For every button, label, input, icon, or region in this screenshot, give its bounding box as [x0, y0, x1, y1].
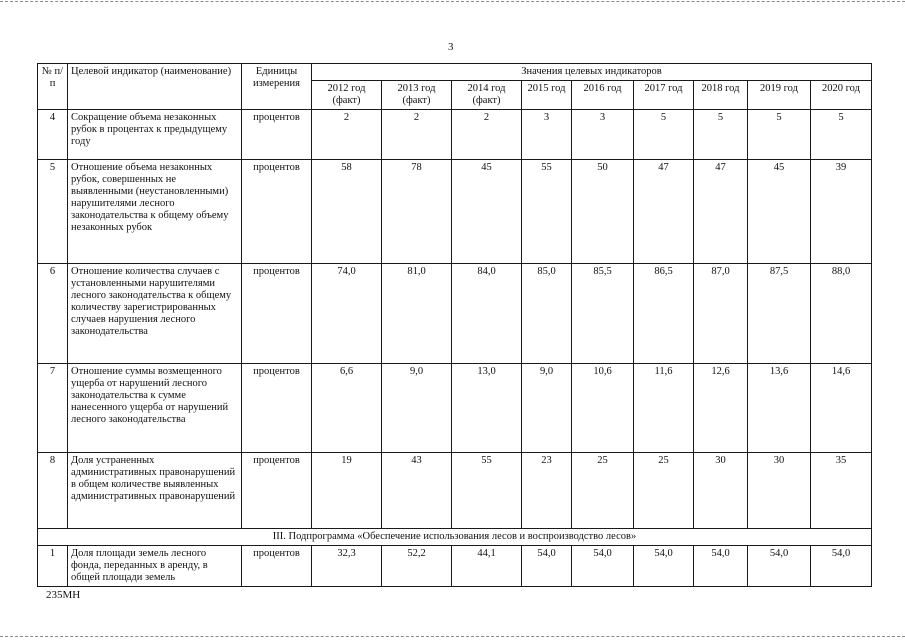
value-cell: 52,2 — [382, 546, 452, 587]
value-cell: 12,6 — [694, 364, 748, 453]
value-cell: 9,0 — [522, 364, 572, 453]
indicator-name: Доля устраненных административных правонарушений в общем количестве выявленных административных правонарушений — [68, 453, 242, 529]
value-cell: 30 — [748, 453, 811, 529]
value-cell: 54,0 — [811, 546, 872, 587]
value-cell: 3 — [522, 110, 572, 160]
value-cell: 6,6 — [312, 364, 382, 453]
footer-document-code: 235МН — [46, 589, 81, 601]
value-cell: 55 — [452, 453, 522, 529]
value-cell: 39 — [811, 160, 872, 264]
value-cell: 85,5 — [572, 264, 634, 364]
header-year: 2015 год — [522, 81, 572, 110]
value-cell: 47 — [694, 160, 748, 264]
row-number: 6 — [38, 264, 68, 364]
value-cell: 54,0 — [748, 546, 811, 587]
row-number: 5 — [38, 160, 68, 264]
value-cell: 78 — [382, 160, 452, 264]
header-values-group: Значения целевых индикаторов — [312, 64, 872, 81]
row-number: 4 — [38, 110, 68, 160]
section-heading-row — [38, 529, 872, 546]
table-body — [38, 110, 872, 587]
top-page-edge — [0, 1, 905, 2]
value-cell: 85,0 — [522, 264, 572, 364]
header-year: 2017 год — [634, 81, 694, 110]
row-number: 7 — [38, 364, 68, 453]
table-row — [38, 364, 872, 453]
header-number: № п/п — [38, 64, 68, 110]
value-cell: 86,5 — [634, 264, 694, 364]
header-year: 2019 год — [748, 81, 811, 110]
value-cell: 81,0 — [382, 264, 452, 364]
value-cell: 25 — [572, 453, 634, 529]
value-cell: 2 — [382, 110, 452, 160]
table-row — [38, 546, 872, 587]
value-cell: 87,5 — [748, 264, 811, 364]
value-cell: 54,0 — [572, 546, 634, 587]
bottom-page-edge — [0, 636, 905, 637]
header-year: 2013 год (факт) — [382, 81, 452, 110]
value-cell: 45 — [748, 160, 811, 264]
value-cell: 44,1 — [452, 546, 522, 587]
value-cell: 45 — [452, 160, 522, 264]
value-cell: 35 — [811, 453, 872, 529]
value-cell: 10,6 — [572, 364, 634, 453]
value-cell: 74,0 — [312, 264, 382, 364]
table-row — [38, 110, 872, 160]
value-cell: 58 — [312, 160, 382, 264]
indicator-name: Доля площади земель лесного фонда, переданных в аренду, в общей площади земель — [68, 546, 242, 587]
value-cell: 54,0 — [694, 546, 748, 587]
value-cell: 2 — [312, 110, 382, 160]
value-cell: 55 — [522, 160, 572, 264]
unit-cell: процентов — [242, 264, 312, 364]
value-cell: 3 — [572, 110, 634, 160]
header-year: 2018 год — [694, 81, 748, 110]
indicator-name: Сокращение объема незаконных рубок в процентах к предыдущему году — [68, 110, 242, 160]
unit-cell: процентов — [242, 160, 312, 264]
value-cell: 11,6 — [634, 364, 694, 453]
table-row — [38, 453, 872, 529]
value-cell: 88,0 — [811, 264, 872, 364]
unit-cell: процентов — [242, 546, 312, 587]
indicator-name: Отношение суммы возмещенного ущерба от нарушений лесного законодательства к сумме нанесенного ущерба от нарушений лесного законодательства — [68, 364, 242, 453]
table-row — [38, 264, 872, 364]
value-cell: 47 — [634, 160, 694, 264]
value-cell: 14,6 — [811, 364, 872, 453]
table-header — [38, 64, 872, 110]
row-number: 8 — [38, 453, 68, 529]
value-cell: 30 — [694, 453, 748, 529]
value-cell: 2 — [452, 110, 522, 160]
value-cell: 84,0 — [452, 264, 522, 364]
value-cell: 87,0 — [694, 264, 748, 364]
indicator-name: Отношение количества случаев с установленными нарушителями лесного законодательства к общему количеству зарегистрированных случаев нарушения лесного законодательства — [68, 264, 242, 364]
unit-cell: процентов — [242, 110, 312, 160]
unit-cell: процентов — [242, 453, 312, 529]
header-year: 2020 год — [811, 81, 872, 110]
value-cell: 23 — [522, 453, 572, 529]
indicators-table — [37, 63, 872, 587]
indicator-name: Отношение объема незаконных рубок, совершенных не выявленными (неустановленными) нарушителями лесного законодательства к общему объему незаконных рубок — [68, 160, 242, 264]
value-cell: 5 — [748, 110, 811, 160]
section-title: III. Подпрограмма «Обеспечение использования лесов и воспроизводство лесов» — [38, 529, 872, 546]
value-cell: 54,0 — [522, 546, 572, 587]
table-row — [38, 160, 872, 264]
value-cell: 5 — [811, 110, 872, 160]
value-cell: 5 — [634, 110, 694, 160]
header-year: 2016 год — [572, 81, 634, 110]
row-number: 1 — [38, 546, 68, 587]
value-cell: 50 — [572, 160, 634, 264]
header-year: 2014 год (факт) — [452, 81, 522, 110]
value-cell: 9,0 — [382, 364, 452, 453]
unit-cell: процентов — [242, 364, 312, 453]
value-cell: 13,0 — [452, 364, 522, 453]
value-cell: 43 — [382, 453, 452, 529]
header-indicator-name: Целевой индикатор (наименование) — [68, 64, 242, 110]
header-year: 2012 год (факт) — [312, 81, 382, 110]
value-cell: 25 — [634, 453, 694, 529]
header-units: Единицы измерения — [242, 64, 312, 110]
value-cell: 13,6 — [748, 364, 811, 453]
value-cell: 19 — [312, 453, 382, 529]
value-cell: 32,3 — [312, 546, 382, 587]
value-cell: 54,0 — [634, 546, 694, 587]
page-number: 3 — [448, 41, 454, 53]
value-cell: 5 — [694, 110, 748, 160]
